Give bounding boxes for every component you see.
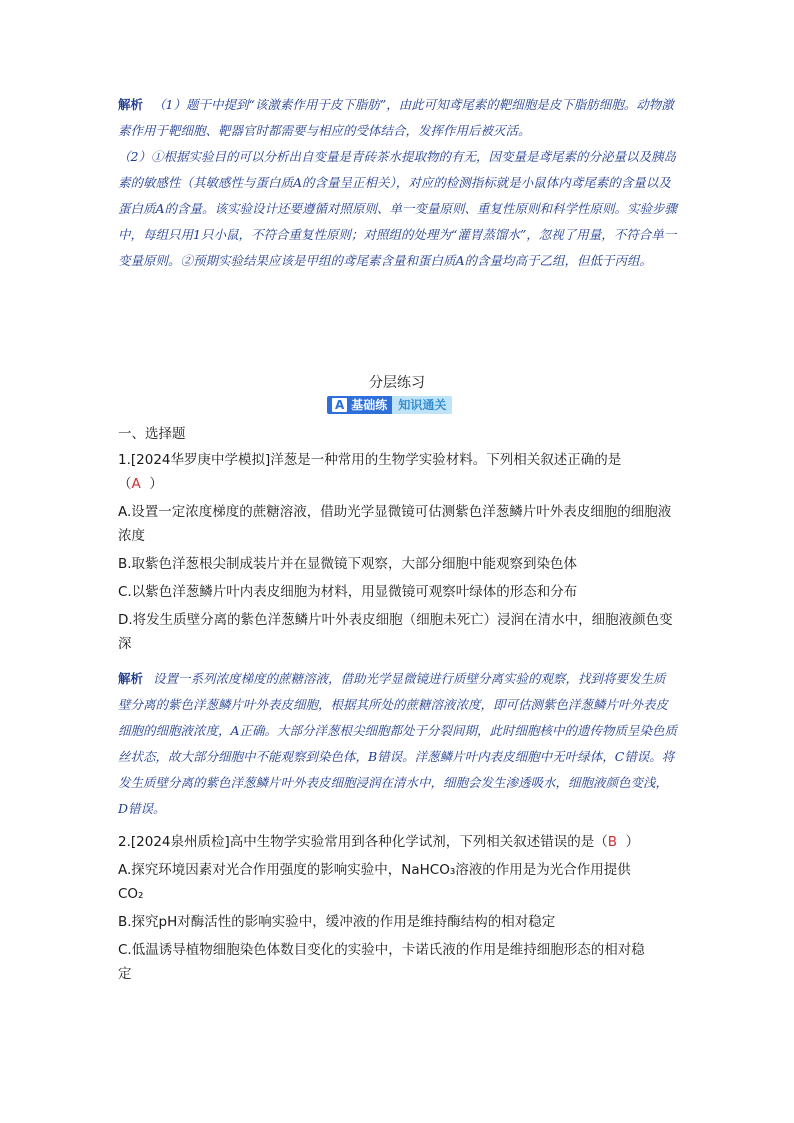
q1-stem-text: 洋葱是一种常用的生物学实验材料。下列相关叙述正确的是 bbox=[270, 452, 622, 468]
q1-explanation-text: 设置一系列浓度梯度的蔗糖溶液，借助光学显微镜进行质壁分离实验的观察，找到将要发生质壁分离的紫色洋葱鳞片叶外表皮细胞，根据其所处的蔗糖溶液浓度，即可估测紫色洋葱鳞片叶外表皮细胞的细胞液浓度，A正确。大部分洋葱根尖细胞都处于分裂间期，此时细胞核中的遗传物质呈染色质丝状态，故大部分细胞中不能观察到染色体，B错误。洋葱鳞片叶内表皮细胞中无叶绿体，C错误。将发生质壁分离的紫色洋葱鳞片叶外表皮细胞浸润在清水中，细胞会发生渗透吸水，细胞液颜色变浅，D错误。 bbox=[118, 671, 678, 816]
badge-tag: 知识通关 bbox=[392, 396, 452, 414]
badge-level-text: 基础练 bbox=[351, 398, 388, 412]
q2-option-a-line2: CO₂ bbox=[118, 886, 144, 902]
question-2 bbox=[118, 830, 678, 986]
q1-option-d: D.将发生质壁分离的紫色洋葱鳞片叶外表皮细胞（细胞未死亡）浸润在清水中，细胞液颜色变深 bbox=[118, 612, 673, 652]
q1-source: [2024华罗庚中学模拟] bbox=[130, 452, 271, 468]
badge-level bbox=[327, 396, 392, 414]
q1-option-a: A.设置一定浓度梯度的蔗糖溶液，借助光学显微镜可估测紫色洋葱鳞片叶外表皮细胞的细胞液浓度 bbox=[118, 504, 672, 544]
question-2-stem bbox=[118, 830, 678, 854]
q2-option-c-line1: C.低温诱导植物细胞染色体数目变化的实验中，卡诺氏液的作用是维持细胞形态的相对稳 bbox=[118, 942, 645, 958]
q2-number: 2. bbox=[118, 834, 131, 850]
explanation-block-1 bbox=[118, 92, 678, 274]
part-heading: 一、选择题 bbox=[118, 426, 186, 442]
level-badge bbox=[327, 396, 452, 414]
q1-option-c: C.以紫色洋葱鳞片叶内表皮细胞为材料，用显微镜可观察叶绿体的形态和分布 bbox=[118, 584, 578, 600]
q1-number: 1. bbox=[118, 452, 131, 468]
q2-option-c-line2: 定 bbox=[118, 966, 132, 982]
explanation-text-1: （1）题干中提到“该激素作用于皮下脂肪”，由此可知鸢尾素的靶细胞是皮下脂肪细胞。动物激素作用于靶细胞、靶器官时都需要与相应的受体结合，发挥作用后被灭活。 bbox=[118, 97, 674, 138]
explanation-block-2 bbox=[118, 666, 678, 822]
q2-stem-text: 高中生物学实验常用到各种化学试剂，下列相关叙述错误的是 bbox=[229, 834, 595, 850]
question-1-stem bbox=[118, 448, 678, 472]
explanation-para-2 bbox=[118, 144, 678, 274]
q1-explanation bbox=[118, 666, 678, 822]
q1-paren-open: （ bbox=[118, 476, 132, 492]
q1-answer-letter: A bbox=[131, 476, 141, 492]
q2-paren-open: （ bbox=[594, 834, 608, 850]
explanation-text-2: （2）①根据实验目的可以分析出自变量是青砖茶水提取物的有无，因变量是鸢尾素的分泌量以及胰岛素的敏感性（其敏感性与蛋白质A的含量呈正相关），对应的检测指标就是小鼠体内鸢尾素的含量以及蛋白质A的含量。该实验设计还要遵循对照原则、单一变量原则、重复性原则和科学性原则。实验步骤中，每组只用1只小鼠，不符合重复性原则；对照组的处理为“灌胃蒸馏水”，忽视了用量，不符合单一变量原则。②预期实验结果应该是甲组的鸢尾素含量和蛋白质A的含量均高于乙组，但低于丙组。 bbox=[118, 149, 678, 268]
q2-paren-close: ） bbox=[625, 834, 640, 850]
question-1 bbox=[118, 448, 678, 656]
q1-option-b: B.取紫色洋葱根尖制成装片并在显微镜下观察，大部分细胞中能观察到染色体 bbox=[118, 556, 578, 572]
q1-answer bbox=[118, 472, 678, 496]
q2-option-a-line1: A.探究环境因素对光合作用强度的影响实验中，NaHCO₃溶液的作用是为光合作用提供 bbox=[118, 862, 631, 878]
q2-source: [2024泉州质检] bbox=[130, 834, 230, 850]
section-title: 分层练习 bbox=[369, 375, 425, 391]
explanation-para-1 bbox=[118, 92, 678, 144]
q1-paren-close: ） bbox=[149, 476, 163, 492]
q2-option-b: B.探究pH对酶活性的影响实验中，缓冲液的作用是维持酶结构的相对稳定 bbox=[118, 914, 556, 930]
q1-explanation-label: 解析 bbox=[118, 671, 144, 686]
q2-answer-letter: B bbox=[607, 834, 618, 850]
explanation-label: 解析 bbox=[118, 97, 144, 112]
badge-letter: A bbox=[332, 398, 347, 412]
